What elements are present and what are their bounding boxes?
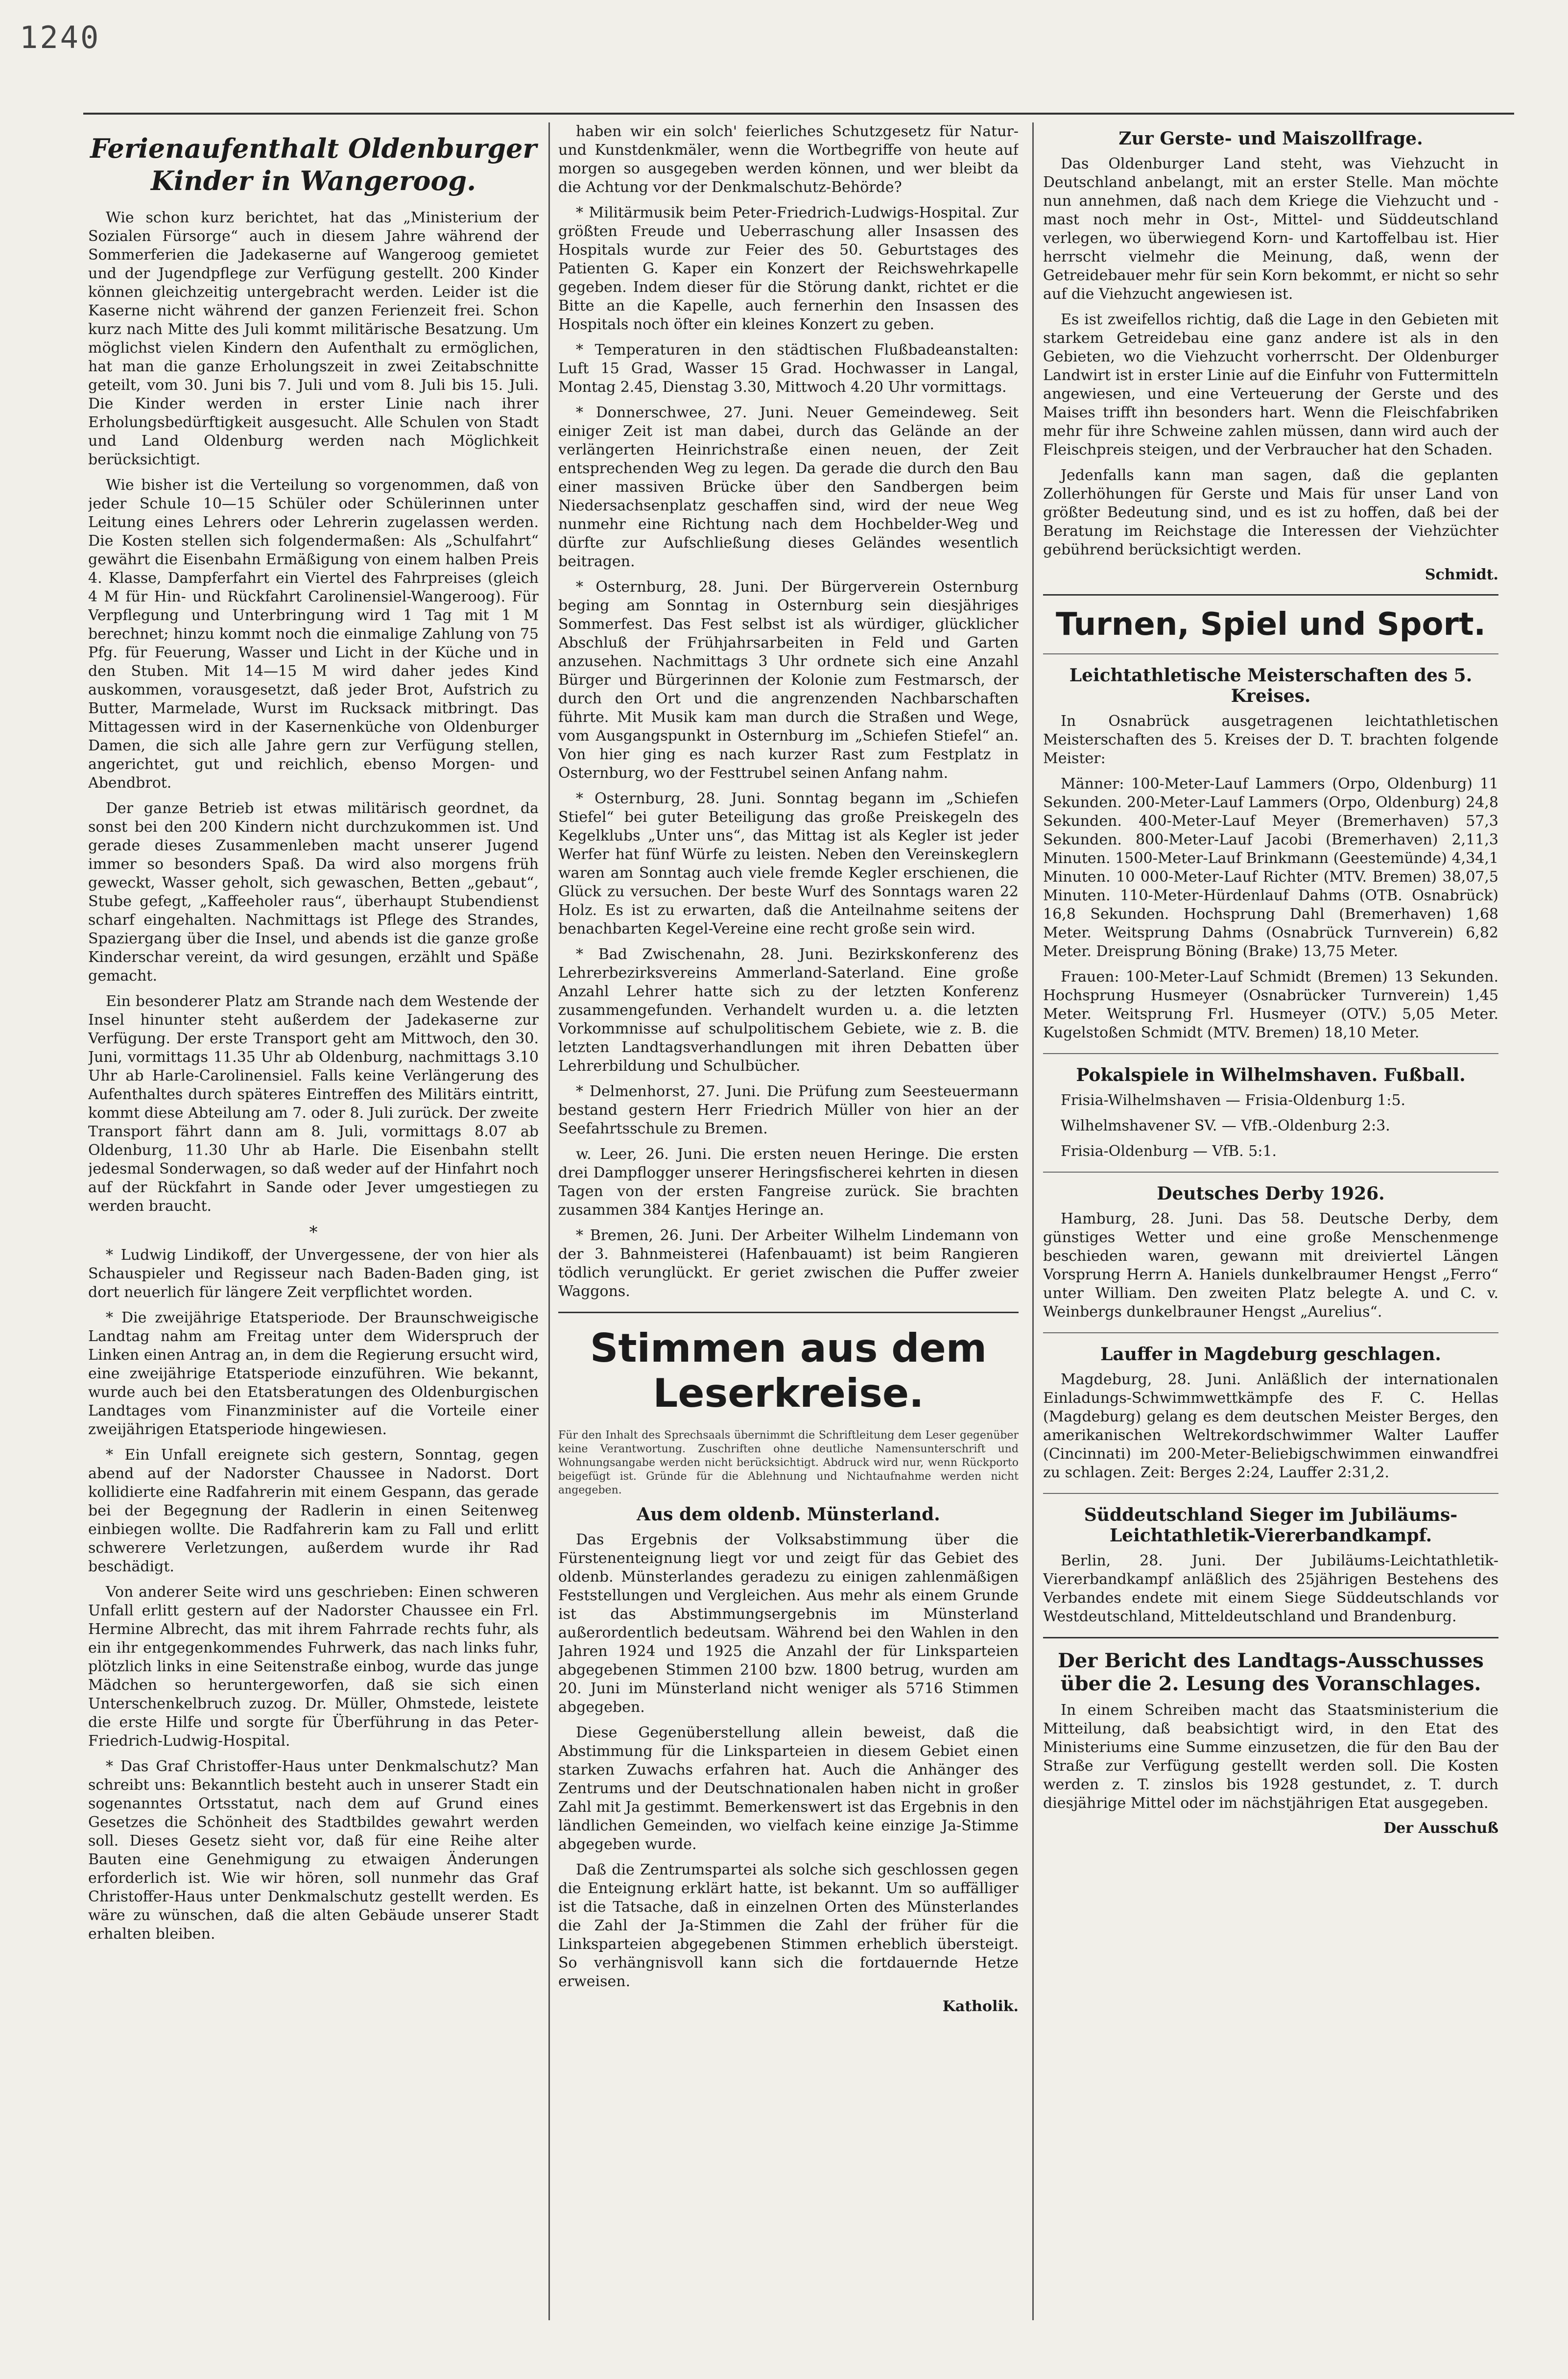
result-line: Frisia-Wilhelmshaven — Frisia-Oldenburg 1:5. <box>1061 1092 1406 1109</box>
paragraph: Jedenfalls kann man sagen, daß die geplanten Zollerhöhungen für Gerste und Mais für unser Land von größter Bedeutung sind, und es ist zu hoffen, daß bei der Beratung im Reichstage die Interessen der Viehzüchter gebührend berücksichtigt werden. <box>1043 467 1498 558</box>
paragraph: In Osnabrück ausgetragenen leichtathletischen Meisterschaften des 5. Kreises der D. T. brachten folgende Meister: <box>1043 713 1498 767</box>
report-headline: Der Bericht des Landtags-Ausschusses über die 2. Lesung des Voranschlages. <box>1058 1649 1484 1695</box>
paragraph: Berlin, 28. Juni. Der Jubiläums-Leichtathletik-Viererbandkampf anläßlich des 25jährigen Bestehens des Verbandes endete mit einem Siege Süddeutschlands vor Westdeutschland, Mitteldeutschland und Brandenburg. <box>1043 1552 1498 1625</box>
paragraph: haben wir ein solch' feierliches Schutzgesetz für Natur- und Kunstdenkmäler, wenn die Wortbegriffe von heute auf morgen so ausgegeben werden können, und wer bleibt da die Achtung vor der Denkmalschutz-Behörde? <box>558 123 1019 196</box>
report-signature: Der Ausschuß <box>1383 1820 1498 1837</box>
divider <box>1043 1493 1498 1494</box>
derby-headline: Deutsches Derby 1926. <box>1157 1183 1385 1204</box>
column-1 <box>88 122 539 2320</box>
section-divider <box>1043 1637 1498 1638</box>
paragraph: Der ganze Betrieb ist etwas militärisch geordnet, da sonst bei den 200 Kindern nicht durchzukommen ist. Und gerade dieses Zusammenleben macht unserer Jugend immer so besonders Spaß. Da wird also morgens früh geweckt, Wasser geholt, sich gewaschen, Betten „gebaut“, Stube gefegt, „Kaffeeholer raus“, überhaupt Stubendienst scharf eingehalten. Nachmittags ist Pflege des Strandes, Spaziergang über die Insel, und abends ist die ganze große Kinderschar vereint, da wird gesungen, erzählt und Späße gemacht. <box>88 800 539 985</box>
paragraph: Es ist zweifellos richtig, daß die Lage in den Gebieten mit starkem Getreidebau eine ganz andere ist als in den Gebieten, wo die Viehzucht vorherrscht. Der Oldenburger Landwirt ist in erster Linie auf die Einfuhr von Futtermitteln angewiesen, und eine Verteuerung der Gerste und des Maises trifft ihn besonders hart. Wenn die Fleischfabriken mehr für ihre Schweine zahlen müssen, dann wird auch der Fleischpreis steigen, und der Verbraucher hat den Schaden. <box>1043 311 1498 458</box>
paragraph: Das Oldenburger Land steht, was Viehzucht in Deutschland anbelangt, mit an erster Stelle. Man möchte nun annehmen, daß nach dem Kriege die Viehzucht und -mast noch mehr in Ost-, Mittel- und Süddeutschland verlegen, wo überwiegend Korn- und Kartoffelbau ist. Hier herrscht vielmehr die Meinung, daß, wenn der Getreidebauer mehr für sein Korn bekommt, er nicht so sehr auf die Viehzucht angewiesen ist. <box>1043 155 1498 303</box>
section-divider <box>1043 594 1498 596</box>
paragraph: * Militärmusik beim Peter-Friedrich-Ludwigs-Hospital. Zur größten Freude und Ueberraschung aller Insassen des Hospitals wurde zur Feier des 50. Geburtstages des Patienten G. Kaper ein Konzert der Reichswehrkapelle gegeben. Indem dieser für die Störung dankt, richtet er die Bitte an die Kapelle, auch fernerhin den Insassen des Hospitals noch öfter ein kleines Konzert zu geben. <box>558 204 1019 333</box>
paragraph: Daß die Zentrumspartei als solche sich geschlossen gegen die Enteignung erklärt hatte, ist bekannt. Um so auffälliger ist die Tatsache, daß in einzelnen Orten des Münsterlandes die Zahl der Ja-Stimmen die Zahl der früher für die Linksparteien abgegebenen Stimmen erheblich übersteigt. So verhängnisvoll kann sich die fortdauernde Hetze erweisen. <box>558 1861 1019 1990</box>
paragraph: w. Leer, 26. Juni. Die ersten neuen Heringe. Die ersten drei Dampflogger unserer Heringsfischerei kehrten in diesen Tagen von der ersten Fangreise zurück. Sie brachten zusammen 384 Kantjes Heringe an. <box>558 1146 1019 1219</box>
paragraph: Männer: 100-Meter-Lauf Lammers (Orpo, Oldenburg) 11 Sekunden. 200-Meter-Lauf Lammers (Orpo, Oldenburg) 24,8 Sekunden. 400-Meter-Lauf Meyer (Bremerhaven) 57,3 Sekunden. 800-Meter-Lauf Jacobi (Bremerhaven) 2,11,3 Minuten. 1500-Meter-Lauf Brinkmann (Geestemünde) 4,34,1 Minuten. 10 000-Meter-Lauf Richter (MTV. Bremen) 38,07,5 Minuten. 110-Meter-Hürdenlauf Dahms (OTB. Osnabrück) 16,8 Sekunden. Hochsprung Dahl (Bremerhaven) 1,68 Meter. Weitsprung Dahms (Osnabrück Turnverein) 6,82 Meter. Dreisprung Böning (Brake) 13,75 Meter. <box>1043 775 1498 960</box>
result-line: Frisia-Oldenburg — VfB. 5:1. <box>1061 1143 1277 1160</box>
divider <box>1043 1332 1498 1333</box>
section-divider <box>558 1312 1019 1313</box>
paragraph: Magdeburg, 28. Juni. Anläßlich der internationalen Einladungs-Schwimmwettkämpfe des F. C. Hellas (Magdeburg) gelang es dem deutschen Meister Berges, den amerikanischen Weltrekordschwimmer Walter Lauffer (Cincinnati) im 200-Meter-Beliebigschwimmen einwandfrei zu schlagen. Zeit: Berges 2:24, Lauffer 2:31,2. <box>1043 1371 1498 1481</box>
column-3 <box>1043 122 1498 2320</box>
paragraph: * Osternburg, 28. Juni. Der Bürgerverein Osternburg beging am Sonntag in Osternburg sein diesjähriges Sommerfest. Das Fest selbst ist als würdiger, glücklicher Abschluß der Frühjahrsarbeiten in Feld und Garten anzusehen. Nachmittags 3 Uhr ordnete sich eine Anzahl Bürger und Bürgerinnen der Kolonie zum Festmarsch, der durch den Ort und die angrenzenden Nachbarschaften führte. Mit Musik kam man durch die Straßen und Wege, vom Ausgangspunkt in Osternburg im „Schiefen Stiefel“ an. Von hier ging es nach kurzer Rast zum Festplatz in Osternburg, wo der Festtrubel seinen Anfang nahm. <box>558 578 1019 782</box>
sport-subheadline: Leichtathletische Meisterschaften des 5. Kreises. <box>1069 665 1473 706</box>
article-headline: Ferienaufenthalt Oldenburger Kinder in Wangeroog. <box>90 133 537 196</box>
top-rule <box>83 113 1514 115</box>
news-note: * Ein Unfall ereignete sich gestern, Sonntag, gegen abend auf der Nadorster Chaussee in Nadorst. Dort kollidierte eine Radfahrerin mit einem Gespann, das gerade bei der Begegnung der Radlerin in einen Seitenweg einbiegen wollte. Die Radfahrerin kam zu Fall und erlitt schwerere Verletzungen, außerdem wurde ihr Rad beschädigt. <box>88 1446 539 1575</box>
section-star: * <box>309 1223 318 1242</box>
result-line: Wilhelmshavener SV. — VfB.-Oldenburg 2:3. <box>1061 1117 1390 1134</box>
paragraph: Das Ergebnis der Volksabstimmung über die Fürstenenteignung liegt vor und zeigt für das Gebiet des oldenb. Münsterlandes geradezu zu einigen zahlenmäßigen Feststellungen und Vergleichen. Aus mehr als einem Grunde ist das Abstimmungsergebnis im Münsterland außerordentlich bedeutsam. Während bei den Wahlen in den Jahren 1924 und 1925 die Anzahl der für Linksparteien abgegebenen Stimmen 2100 bzw. 1800 betrug, wurden am 20. Juni im Münsterland nicht weniger als 5716 Stimmen abgegeben. <box>558 1531 1019 1716</box>
paragraph: Frauen: 100-Meter-Lauf Schmidt (Bremen) 13 Sekunden. Hochsprung Husmeyer (Osnabrücker Turnverein) 1,45 Meter. Weitsprung Frl. Husmeyer (OTV.) 5,05 Meter. Kugelstoßen Schmidt (MTV. Bremen) 18,10 Meter. <box>1043 968 1498 1041</box>
news-note: * Die zweijährige Etatsperiode. Der Braunschweigische Landtag nahm am Freitag unter dem Widerspruch der Linken einen Antrag an, in dem die Regierung ersucht wird, eine zweijährige Etatsperiode einzuführen. Wie bekannt, wurde auch bei den Etatsberatungen des Oldenburgischen Landtages vom Finanzminister auf die Vorteile einer zweijährigen Etatsperiode hingewiesen. <box>88 1309 539 1438</box>
paragraph: * Temperaturen in den städtischen Flußbadeanstalten: Luft 15 Grad, Wasser 15 Grad. Hochwasser in Langal, Montag 2.45, Dienstag 3.30, Mittwoch 4.20 Uhr vormittags. <box>558 341 1019 396</box>
swimming-headline: Lauffer in Magdeburg geschlagen. <box>1100 1344 1441 1365</box>
divider <box>1043 1172 1498 1173</box>
paragraph: Wie schon kurz berichtet, hat das „Ministerium der Sozialen Fürsorge“ auch in diesem Jahre während der Sommerferien die Jadekaserne auf Wangeroog gemietet und der Jugendpflege zur Verfügung gestellt. 200 Kinder können gleichzeitig untergebracht werden. Leider ist die Kaserne nicht während der ganzen Ferienzeit frei. Schon kurz nach Mitte des Juli kommt militärische Besatzung. Um möglichst vielen Kindern den Aufenthalt zu ermöglichen, hat man die ganze Erholungszeit in zwei Zeitabschnitte geteilt, vom 30. Juni bis 7. Juli und vom 8. Juli bis 15. Juli. Die Kinder werden in erster Linie nach ihrer Erholungsbedürftigkeit ausgesucht. Alle Schulen von Stadt und Land Oldenburg werden nach Möglichkeit berücksichtigt. <box>88 209 539 468</box>
news-note: * Das Graf Christoffer-Haus unter Denkmalschutz? Man schreibt uns: Bekanntlich besteht auch in unserer Stadt ein sogenanntes Ortsstatut, nach dem auf Grund eines Gesetzes die Schönheit des Stadtbildes gewahrt werden soll. Dieses Gesetz sieht vor, daß für eine Reihe alter Bauten eine Genehmigung zu etwaigen Änderungen erforderlich ist. Wie wir hören, soll nunmehr das Graf Christoffer-Haus unter Denkmalschutz gestellt werden. Es wäre zu wünschen, daß die alten Gebäude unserer Stadt erhalten bleiben. <box>88 1758 539 1943</box>
news-note: Von anderer Seite wird uns geschrieben: Einen schweren Unfall erlitt gestern auf der Nadorster Chaussee ein Frl. Hermine Albrecht, das mit ihrem Fahrrade rechts fuhr, als ein ihr entgegenkommendes Fuhrwerk, das nach links fuhr, plötzlich links in eine Seitenstraße einbog, wurde das junge Mädchen so heruntergeworfen, daß sie sich einen Unterschenkelbruch zuzog. Dr. Müller, Ohmstede, leistete die erste Hilfe und sorgte für Überführung in das Peter-Friedrich-Ludwig-Hospital. <box>88 1584 539 1750</box>
paragraph: * Donnerschwee, 27. Juni. Neuer Gemeindeweg. Seit einiger Zeit ist man dabei, durch das Gelände an der verlängerten Heinrichstraße einen neuen, der Zeit entsprechenden Weg zu legen. Da gerade die durch den Bau einer massiven Brücke über den Sandbergen beim Niedersachsenplatz geschaffen sind, wird der neue Weg nunmehr eine Richtung nach dem Hochbelder-Weg und dürfte zur Aufschließung dieses Geländes wesentlich beitragen. <box>558 404 1019 570</box>
paragraph: * Osternburg, 28. Juni. Sonntag begann im „Schiefen Stiefel“ bei guter Beteiligung das große Preiskegeln des Kegelklubs „Unter uns“, das Mittag ist als Kegler ist jeder Werfer hat fünf Würfe zu leisten. Neben den Vereinskeglern waren am Sonntag auch viele fremde Kegler erschienen, die Glück zu versuchen. Der beste Wurf des Sonntags waren 22 Holz. Es ist zu erwarten, daß die Anteilnahme seitens der benachbarten Kegel-Vereine eine recht große sein wird. <box>558 790 1019 937</box>
football-headline: Pokalspiele in Wilhelmshaven. Fußball. <box>1076 1065 1466 1085</box>
athletics-headline: Süddeutschland Sieger im Jubiläums-Leichtathletik-Viererbandkampf. <box>1084 1505 1458 1546</box>
paragraph: * Delmenhorst, 27. Juni. Die Prüfung zum Seesteuermann bestand gestern Herr Friedrich Müller von hier an der Seefahrtsschule zu Bremen. <box>558 1083 1019 1137</box>
sport-section-headline: Turnen, Spiel und Sport. <box>1056 606 1486 643</box>
paragraph: Wie bisher ist die Verteilung so vorgenommen, daß von jeder Schule 10—15 Schüler oder Schülerinnen unter Leitung eines Lehrers oder Lehrerin zugelassen werden. Die Kosten stellen sich folgendermaßen: Als „Schulfahrt“ gewährt die Eisenbahn Ermäßigung von einem halben Preis 4. Klasse, Dampferfahrt ein Viertel des Fahrpreises (gleich 4 M für Hin- und Rückfahrt Carolinensiel-Wangeroog). Für Verpflegung und Unterbringung wird 1 Tag mit 1 M berechnet; hinzu kommt noch die einmalige Zahlung von 75 Pfg. für Feuerung, Wasser und Licht in der Küche und in den Stuben. Mit 14—15 M wird daher jedes Kind auskommen, vorausgesetzt, daß jeder Brot, Aufstrich zu Butter, Marmelade, Wurst im Rucksack mitbringt. Das Mittagessen wird in der Kasernenküche von Oldenburger Damen, die sich alle Jahre gern zur Verfügung stellen, angerichtet, gut und reichlich, ebenso Morgen- und Abendbrot. <box>88 477 539 792</box>
paragraph: Diese Gegenüberstellung allein beweist, daß die Abstimmung für die Linksparteien in diesem Gebiet einen starken Zuwachs erfahren hat. Auch die Anhänger des Zentrums und der Deutschnationalen haben nicht in großer Zahl mit Ja gestimmt. Bemerkenswert ist das Ergebnis in den ländlichen Gemeinden, wo vielfach keine einzige Ja-Stimme abgegeben wurde. <box>558 1724 1019 1853</box>
paragraph: Ein besonderer Platz am Strande nach dem Westende der Insel hinunter steht außerdem der Jadekaserne zur Verfügung. Der erste Transport geht am Mittwoch, den 30. Juni, vormittags 11.35 Uhr ab Oldenburg, nachmittags 3.10 Uhr ab Harle-Carolinensiel. Falls keine Verlängerung des Aufenthaltes durch späteres Eintreffen des Militärs eintritt, kommt diese Abteilung am 7. oder 8. Juli zurück. Der zweite Transport fährt dann am 8. Juli, vormittags 8.07 ab Oldenburg, 11.30 Uhr ab Harle. Die Eisenbahn stellt jedesmal Sonderwagen, so daß weder auf der Hinfahrt noch auf der Rückfahrt in Sande oder Jever umgestiegen zu werden braucht. <box>88 993 539 1215</box>
paragraph: In einem Schreiben macht das Staatsministerium die Mitteilung, daß beabsichtigt wird, in den Etat des Ministeriums eine Summe einzusetzen, die für den Bau der Straße zur Verfügung gestellt werden soll. Die Kosten werden z. T. zinslos bis 1928 gestundet, z. T. durch diesjährige Mittel oder im nächstjährigen Etat ausgegeben. <box>1043 1702 1498 1812</box>
section-headline: Stimmen aus dem Leserkreise. <box>590 1325 987 1416</box>
paragraph: * Bremen, 26. Juni. Der Arbeiter Wilhelm Lindemann von der 3. Bahnmeisterei (Hafenbauamt) ist beim Rangieren tödlich verunglückt. Er geriet zwischen die Puffer zweier Waggons. <box>558 1227 1019 1300</box>
page-number: 1240 <box>20 20 101 55</box>
news-note: * Ludwig Lindikoff, der Unvergessene, der von hier als Schauspieler und Regisseur nach Baden-Baden ging, ist dort neuerlich für längere Zeit verpflichtet worden. <box>88 1247 539 1301</box>
column-separator <box>1032 122 1034 2320</box>
divider <box>1043 1053 1498 1054</box>
column-separator <box>548 122 550 2320</box>
column-2 <box>558 122 1019 2320</box>
article-title: Zur Gerste- und Maiszollfrage. <box>1118 128 1423 149</box>
paragraph: Hamburg, 28. Juni. Das 58. Deutsche Derby, dem günstiges Wetter und eine große Menschenmenge beschieden waren, gewann mit dreiviertel Längen Vorsprung Herrn A. Haniels dunkelbraumer Hengst „Ferro“ unter William. Den zweiten Platz belegte A. und C. v. Weinbergs dunkelbrauner Hengst „Aurelius“. <box>1043 1210 1498 1321</box>
letter-title: Aus dem oldenb. Münsterland. <box>637 1504 940 1525</box>
divider <box>1043 653 1498 654</box>
article-signature: Schmidt. <box>1425 566 1498 583</box>
paragraph: * Bad Zwischenahn, 28. Juni. Bezirkskonferenz des Lehrerbezirksvereins Ammerland-Saterland. Eine große Anzahl Lehrer hatte sich zu der letzten Konferenz zusammengefunden. Verhandelt wurden u. a. die letzten Vorkommnisse auf schulpolitischem Gebiete, wie z. B. die letzten Landtagsverhandlungen mit ihren Debatten über Lehrerbildung und Schulbücher. <box>558 946 1019 1075</box>
letter-signature: Katholik. <box>942 1998 1019 2015</box>
editorial-note: Für den Inhalt des Sprechsaals übernimmt die Schriftleitung dem Leser gegenüber keine Verantwortung. Zuschriften ohne deutliche Namensunterschrift und Wohnungsangabe werden nicht berücksichtigt. Abdruck wird nur, wenn Rückporto beigefügt ist. Gründe für die Ablehnung und Nichtaufnahme werden nicht angegeben. <box>558 1429 1019 1496</box>
